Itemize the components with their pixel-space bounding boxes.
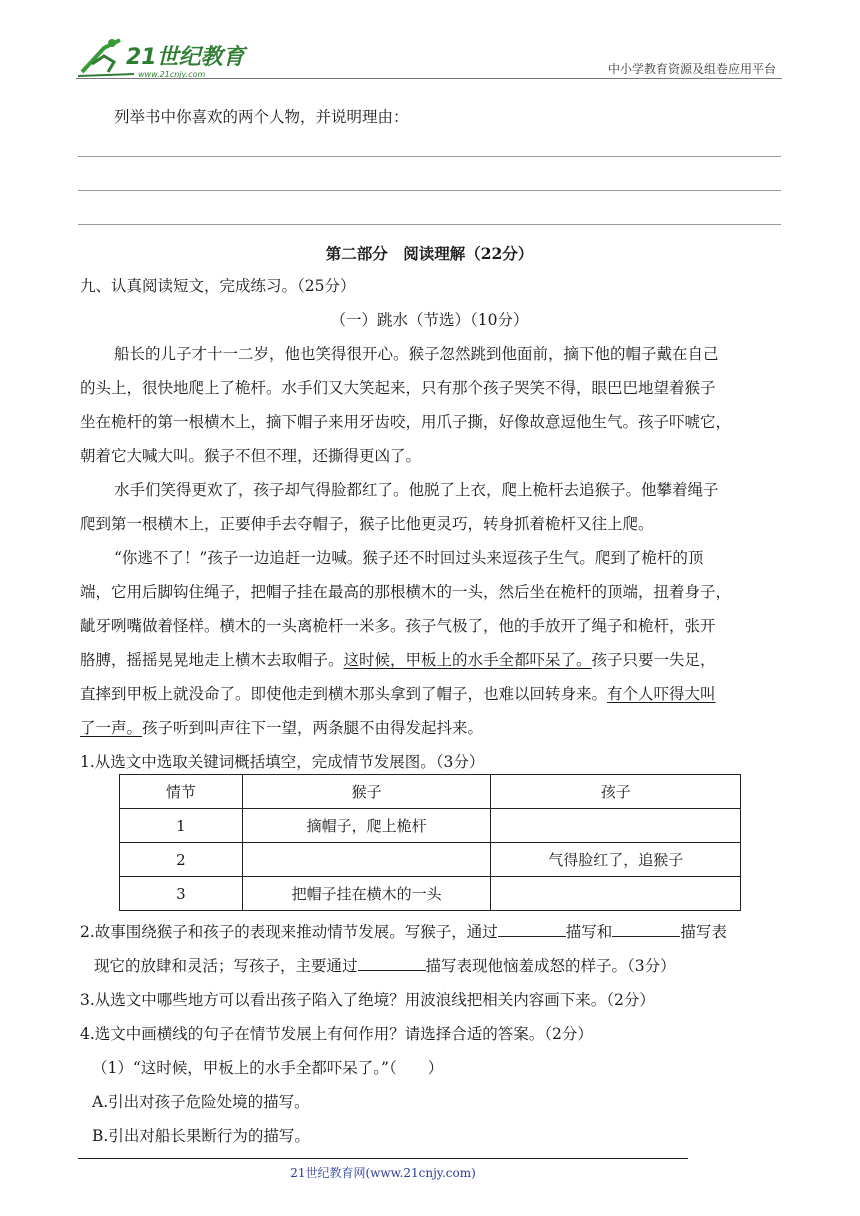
- table-header-cell: 孩子: [491, 775, 741, 809]
- underlined-sentence: 这时候，甲板上的水手全都吓呆了。: [343, 651, 592, 669]
- question-3: 3.从选文中哪些地方可以看出孩子陷入了绝境？用波浪线把相关内容画下来。（2分）: [80, 991, 655, 1009]
- table-cell: 把帽子挂在横木的一头: [242, 877, 491, 911]
- passage-line: [80, 682, 716, 704]
- question-1: 1.从选文中选取关键词概括填空，完成情节发展图。（3分）: [80, 753, 485, 771]
- passage-line: [80, 648, 716, 670]
- logo-url: www.21cnjy.com: [138, 70, 206, 79]
- logo-text: 21世纪教育: [126, 45, 245, 70]
- passage-line: 坐在桅杆的第一根横木上，摘下帽子来用牙齿咬，用爪子撕，好像故意逗他生气。孩子吓唬它，: [80, 413, 732, 431]
- passage-title: （一）跳水（节选）（10分）: [330, 311, 529, 329]
- question-2-line2: [94, 954, 676, 976]
- fill-in-blank[interactable]: [612, 922, 680, 937]
- question-4: 4.选文中画横线的句子在情节发展上有何作用？请选择合适的答案。（2分）: [80, 1025, 593, 1043]
- question-2-line1: [80, 920, 727, 942]
- underlined-sentence: 了一声。: [80, 719, 143, 737]
- answer-line: [78, 224, 781, 225]
- table-header-cell: 情节: [120, 775, 243, 809]
- option-b[interactable]: B.引出对船长果断行为的描写。: [92, 1127, 310, 1145]
- answer-line: [78, 156, 781, 157]
- table-cell: 3: [120, 877, 243, 911]
- question-4-sub-1: （1）“这时候，甲板上的水手全都吓呆了。”（ ）: [92, 1059, 444, 1077]
- answer-cell[interactable]: [242, 843, 491, 877]
- passage-line: 水手们笑得更欢了，孩子却气得脸都红了。他脱了上衣，爬上桅杆去追猴子。他攀着绳子: [114, 481, 719, 499]
- header-divider: [76, 78, 782, 79]
- answer-line: [78, 190, 781, 191]
- table-row: [120, 809, 741, 843]
- passage-line: 朝着它大喊大叫。猴子不但不理，还撕得更凶了。: [80, 447, 422, 465]
- question-text: 描写和: [565, 923, 613, 941]
- table-header-cell: 猴子: [242, 775, 491, 809]
- passage-text: 孩子只要一失足，: [591, 651, 716, 669]
- header-platform-text: 中小学教育资源及组卷应用平台: [607, 62, 776, 76]
- passage-text: 胳膊，摇摇晃晃地走上横木去取帽子。: [80, 651, 344, 669]
- question-9-heading: 九、认真阅读短文，完成练习。（25分）: [80, 277, 356, 295]
- fill-in-blank[interactable]: [358, 956, 426, 971]
- section-title: 第二部分 阅读理解（22分）: [325, 244, 534, 263]
- question-text: 描写表现他恼羞成怒的样子。（3分）: [425, 957, 676, 975]
- underlined-sentence: 有个人吓得大叫: [607, 685, 716, 703]
- prompt-favorite-characters: 列举书中你喜欢的两个人物，并说明理由：: [114, 108, 409, 126]
- table-cell: 1: [120, 809, 243, 843]
- option-a[interactable]: A.引出对孩子危险处境的描写。: [92, 1093, 310, 1111]
- question-text: 2.故事围绕猴子和孩子的表现来推动情节发展。写猴子，通过: [80, 923, 498, 941]
- table-header-row: [120, 775, 741, 809]
- passage-line: 端，它用后脚钩住绳子，把帽子挂在最高的那根横木的一头，然后坐在桅杆的顶端，扭着身子，: [80, 583, 732, 601]
- plot-development-table: [119, 774, 741, 911]
- passage-line: 爬到第一根横木上，正要伸手去夺帽子，猴子比他更灵巧，转身抓着桅杆又往上爬。: [80, 515, 654, 533]
- table-cell: 摘帽子，爬上桅杆: [242, 809, 491, 843]
- table-row: [120, 843, 741, 877]
- question-text: 描写表: [680, 923, 727, 941]
- passage-line: 船长的儿子才十一二岁，他也笑得很开心。猴子忽然跳到他面前，摘下他的帽子戴在自己: [114, 345, 719, 363]
- passage-text: 孩子听到叫声往下一望，两条腿不由得发起抖来。: [142, 719, 484, 737]
- passage-line: 龇牙咧嘴做着怪样。横木的一头离桅杆一米多。孩子气极了，他的手放开了绳子和桅杆，张开: [80, 617, 716, 635]
- answer-cell[interactable]: [491, 809, 741, 843]
- table-cell: 气得脸红了，追猴子: [491, 843, 741, 877]
- table-row: [120, 877, 741, 911]
- passage-text: 直摔到甲板上就没命了。即使他走到横木那头拿到了帽子，也难以回转身来。: [80, 685, 608, 703]
- passage-line: “你逃不了！”孩子一边追赶一边喊。猴子还不时回过头来逗孩子生气。爬到了桅杆的顶: [114, 549, 704, 567]
- fill-in-blank[interactable]: [498, 922, 566, 937]
- footer-text: 21世纪教育网(www.21cnjy.com): [290, 1166, 476, 1180]
- question-text: 现它的放肆和灵活；写孩子，主要通过: [94, 957, 358, 975]
- table-cell: 2: [120, 843, 243, 877]
- footer-divider: [78, 1158, 688, 1159]
- passage-line: 的头上，很快地爬上了桅杆。水手们又大笑起来，只有那个孩子哭笑不得，眼巴巴地望着猴子: [80, 379, 716, 397]
- runner-icon: [74, 34, 254, 80]
- passage-line: [80, 716, 483, 738]
- site-logo: [74, 34, 254, 80]
- answer-cell[interactable]: [491, 877, 741, 911]
